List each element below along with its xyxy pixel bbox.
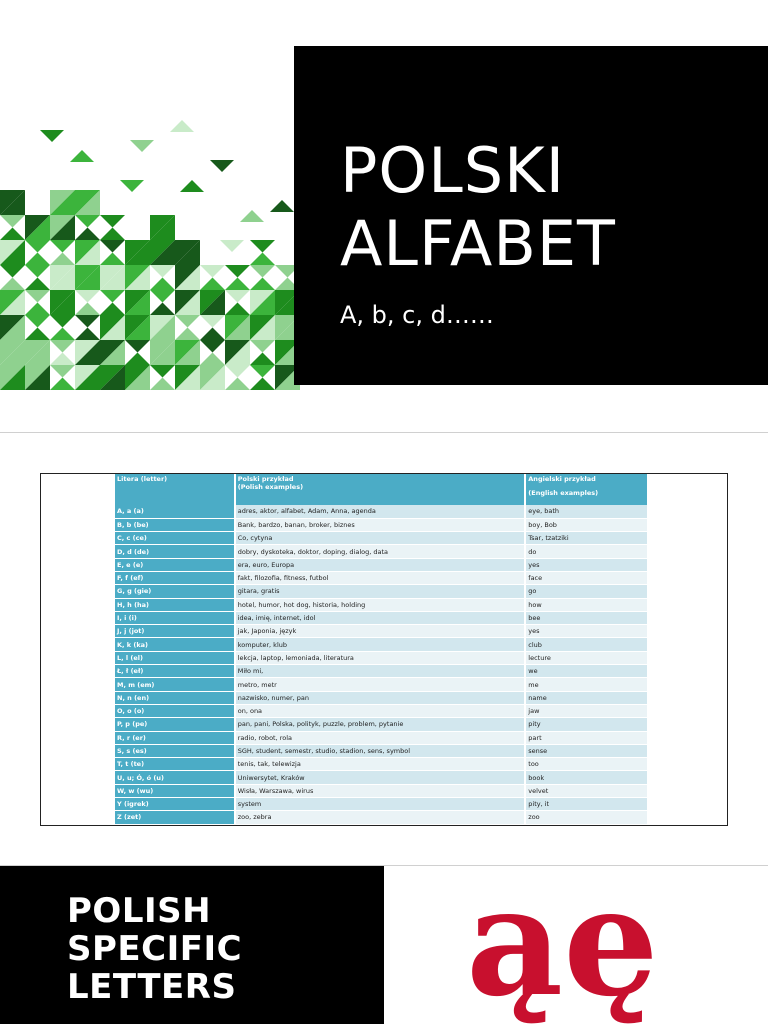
table-row (115, 718, 648, 731)
pattern-triangle (100, 253, 125, 266)
alphabet-table (115, 474, 649, 825)
cell-english: sense (525, 744, 648, 757)
pattern-triangle (75, 328, 100, 341)
cell-english: bee (525, 611, 648, 624)
table-row (115, 532, 648, 545)
pattern-triangle (170, 120, 194, 132)
pattern-triangle (130, 140, 154, 152)
letters-title-line-3: LETTERS (67, 967, 237, 1007)
header-english-line1: Angielski przykład (528, 475, 596, 483)
cell-english: too (525, 758, 648, 771)
pattern-triangle (0, 228, 25, 241)
slide-subtitle: A, b, c, d…… (340, 301, 494, 329)
table-row (115, 505, 648, 518)
cell-english: pity, it (525, 798, 648, 811)
pattern-triangle (100, 303, 125, 316)
pattern-triangle (200, 353, 225, 366)
pattern-triangle (25, 265, 50, 278)
letters-title-line-1: POLISH (67, 891, 212, 931)
cell-letter: Ł, ł (eł) (115, 665, 235, 678)
cell-english: boy, Bob (525, 518, 648, 531)
cell-letter: K, k (ka) (115, 638, 235, 651)
cell-letter: J, j (jot) (115, 625, 235, 638)
table-row (115, 651, 648, 664)
cell-polish: SGH, student, semestr, studio, stadion, sens, symbol (235, 744, 526, 757)
table-row (115, 571, 648, 584)
pattern-triangle (175, 328, 200, 341)
table-row (115, 771, 648, 784)
pattern-triangle (150, 365, 175, 378)
table-row (115, 731, 648, 744)
pattern-triangle (75, 215, 100, 228)
table-row (115, 758, 648, 771)
table-row (115, 704, 648, 717)
pattern-triangle (0, 215, 25, 228)
table-row (115, 665, 648, 678)
pattern-triangle (250, 253, 275, 266)
header-english-line2: (English examples) (528, 489, 599, 497)
pattern-triangle (100, 240, 125, 253)
table-row (115, 678, 648, 691)
slide-title (340, 134, 616, 280)
cell-english: lecture (525, 651, 648, 664)
cell-letter: N, n (en) (115, 691, 235, 704)
cell-polish: tenis, tak, telewizja (235, 758, 526, 771)
pattern-triangle (210, 160, 234, 172)
cell-english: velvet (525, 784, 648, 797)
pattern-triangle (100, 228, 125, 241)
cell-letter: D, d (de) (115, 545, 235, 558)
cell-polish: Bank, bardzo, banan, broker, biznes (235, 518, 526, 531)
pattern-triangle (125, 340, 150, 353)
pattern-triangle (225, 265, 250, 278)
cell-letter: Y (igrek) (115, 798, 235, 811)
pattern-triangle (0, 265, 25, 278)
table-row (115, 811, 648, 824)
pattern-triangle (250, 240, 275, 253)
table-row (115, 638, 648, 651)
table-row (115, 545, 648, 558)
cell-english: pity (525, 718, 648, 731)
letters-glyphs: ąę (466, 866, 659, 1024)
pattern-triangle (225, 278, 250, 291)
pattern-triangle (50, 240, 75, 253)
cell-polish: jak, Japonia, język (235, 625, 526, 638)
title-slide (0, 0, 768, 432)
header-letter-label: Litera (letter) (117, 475, 168, 483)
cell-letter: B, b (be) (115, 518, 235, 531)
table-row (115, 744, 648, 757)
pattern-triangle (250, 353, 275, 366)
pattern-triangle (225, 290, 250, 303)
table-header-row (115, 474, 648, 505)
cell-polish: Wisła, Warszawa, wirus (235, 784, 526, 797)
pattern-triangle (50, 253, 75, 266)
cell-polish: komputer, klub (235, 638, 526, 651)
header-letter (115, 474, 235, 505)
polish-letters-image (462, 866, 692, 1024)
cell-english: go (525, 585, 648, 598)
cell-polish: idea, imię, internet, idol (235, 611, 526, 624)
cell-english: book (525, 771, 648, 784)
cell-polish: lekcja, laptop, lemoniada, literatura (235, 651, 526, 664)
table-row (115, 598, 648, 611)
table-row (115, 798, 648, 811)
pattern-triangle (100, 215, 125, 228)
pattern-triangle (150, 303, 175, 316)
table-row (115, 625, 648, 638)
cell-polish: hotel, humor, hot dog, historia, holding (235, 598, 526, 611)
table-row (115, 518, 648, 531)
cell-polish: Co, cytyna (235, 532, 526, 545)
cell-english: name (525, 691, 648, 704)
pattern-triangle (25, 328, 50, 341)
pattern-triangle (240, 210, 264, 222)
cell-english: me (525, 678, 648, 691)
pattern-triangle (150, 378, 175, 391)
pattern-triangle (75, 303, 100, 316)
pattern-triangle (100, 290, 125, 303)
cell-letter: P, p (pe) (115, 718, 235, 731)
pattern-triangle (120, 180, 144, 192)
cell-english: how (525, 598, 648, 611)
cell-polish: metro, metr (235, 678, 526, 691)
pattern-triangle (75, 315, 100, 328)
pattern-triangle (150, 290, 175, 303)
pattern-triangle (50, 378, 75, 391)
letters-title-line-2: SPECIFIC (67, 929, 243, 969)
cell-letter: C, c (ce) (115, 532, 235, 545)
pattern-triangle (50, 315, 75, 328)
table-row (115, 585, 648, 598)
pattern-triangle (25, 303, 50, 316)
polish-letters-slide (0, 866, 768, 1024)
pattern-triangle (225, 365, 250, 378)
cell-english: do (525, 545, 648, 558)
green-triangle-pattern (0, 100, 300, 390)
cell-letter: G, g (gie) (115, 585, 235, 598)
table-row (115, 558, 648, 571)
cell-polish: zoo, zebra (235, 811, 526, 824)
pattern-triangle (250, 365, 275, 378)
pattern-triangle (200, 265, 225, 278)
cell-polish: dobry, dyskoteka, doktor, doping, dialog, data (235, 545, 526, 558)
pattern-triangle (150, 265, 175, 278)
table-frame (40, 473, 728, 826)
cell-english: part (525, 731, 648, 744)
cell-english: yes (525, 558, 648, 571)
pattern-triangle (25, 253, 50, 266)
cell-letter: F, f (ef) (115, 571, 235, 584)
pattern-triangle (75, 290, 100, 303)
pattern-triangle (40, 130, 64, 142)
cell-english: we (525, 665, 648, 678)
pattern-triangle (250, 378, 275, 391)
pattern-triangle (70, 150, 94, 162)
pattern-triangle (125, 353, 150, 366)
cell-letter: M, m (em) (115, 678, 235, 691)
pattern-triangle (200, 340, 225, 353)
letters-title-panel (0, 866, 384, 1024)
pattern-triangle (150, 278, 175, 291)
table-body (115, 505, 648, 824)
cell-polish: radio, robot, rola (235, 731, 526, 744)
pattern-triangle (225, 378, 250, 391)
cell-polish: adres, aktor, alfabet, Adam, Anna, agenda (235, 505, 526, 518)
pattern-triangle (25, 290, 50, 303)
pattern-triangle (0, 278, 25, 291)
cell-letter: S, s (es) (115, 744, 235, 757)
pattern-triangle (225, 303, 250, 316)
letters-title (67, 892, 242, 1006)
cell-english: jaw (525, 704, 648, 717)
pattern-triangle (250, 265, 275, 278)
cell-english: zoo (525, 811, 648, 824)
pattern-triangle (250, 340, 275, 353)
pattern-triangle (200, 278, 225, 291)
pattern-triangle (25, 315, 50, 328)
cell-letter: H, h (ha) (115, 598, 235, 611)
pattern-triangle (200, 315, 225, 328)
cell-letter: Z (zet) (115, 811, 235, 824)
cell-letter: R, r (er) (115, 731, 235, 744)
pattern-triangle (175, 315, 200, 328)
cell-english: eye, bath (525, 505, 648, 518)
cell-polish: nazwisko, numer, pan (235, 691, 526, 704)
pattern-triangle (25, 278, 50, 291)
cell-polish: fakt, filozofia, fitness, futbol (235, 571, 526, 584)
table-row (115, 784, 648, 797)
cell-english: Tsar, tzatziki (525, 532, 648, 545)
pattern-triangle (50, 365, 75, 378)
cell-polish: system (235, 798, 526, 811)
pattern-triangle (200, 328, 225, 341)
title-line-1: POLSKI (340, 134, 566, 207)
table-row (115, 691, 648, 704)
table-row (115, 611, 648, 624)
cell-polish: Miło mi, (235, 665, 526, 678)
header-english (525, 474, 648, 505)
cell-polish: Uniwersytet, Kraków (235, 771, 526, 784)
alphabet-table-slide (0, 433, 768, 865)
cell-polish: gitara, gratis (235, 585, 526, 598)
header-polish-line2: (Polish examples) (237, 483, 304, 491)
cell-english: yes (525, 625, 648, 638)
cell-english: face (525, 571, 648, 584)
cell-letter: A, a (a) (115, 505, 235, 518)
cell-letter: I, i (i) (115, 611, 235, 624)
cell-polish: pan, pani, Polska, polityk, puzzle, problem, pytanie (235, 718, 526, 731)
cell-polish: on, ona (235, 704, 526, 717)
pattern-triangle (220, 240, 244, 252)
pattern-triangle (75, 228, 100, 241)
title-line-2: ALFABET (340, 207, 616, 280)
header-polish-line1: Polski przykład (237, 475, 294, 483)
pattern-triangle (25, 240, 50, 253)
cell-letter: E, e (e) (115, 558, 235, 571)
cell-letter: U, u; Ó, ó (u) (115, 771, 235, 784)
cell-polish: era, euro, Europa (235, 558, 526, 571)
pattern-triangle (50, 353, 75, 366)
pattern-triangle (250, 278, 275, 291)
cell-letter: O, o (o) (115, 704, 235, 717)
title-panel (294, 46, 768, 385)
cell-letter: W, w (wu) (115, 784, 235, 797)
header-polish (235, 474, 526, 505)
pattern-triangle (50, 340, 75, 353)
cell-letter: L, l (el) (115, 651, 235, 664)
pattern-triangle (180, 180, 204, 192)
cell-letter: T, t (te) (115, 758, 235, 771)
cell-english: club (525, 638, 648, 651)
pattern-triangle (270, 200, 294, 212)
pattern-triangle (50, 328, 75, 341)
